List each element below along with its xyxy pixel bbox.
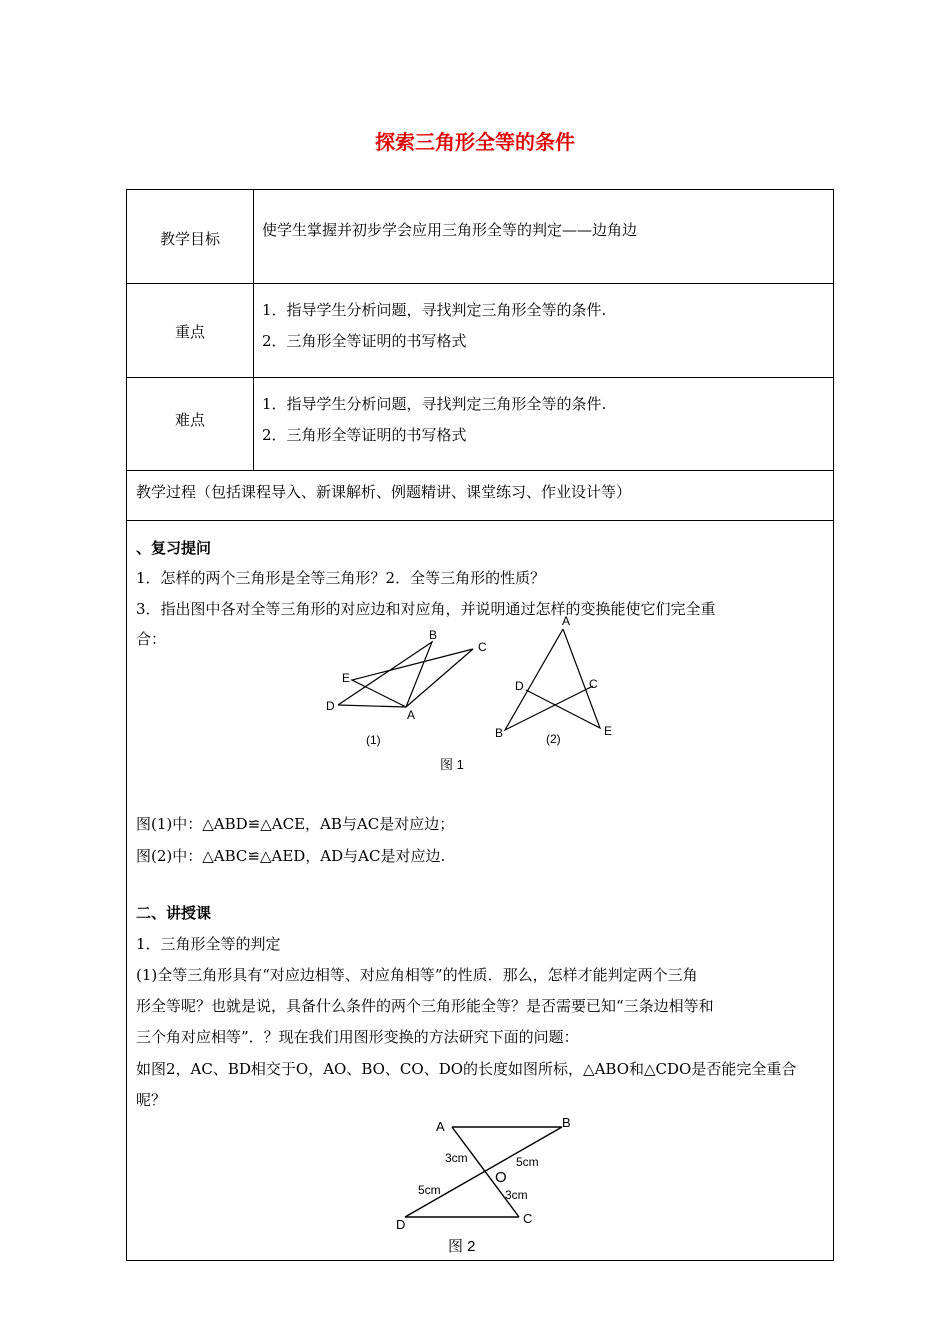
figure-1 bbox=[320, 615, 630, 780]
lecture-heading: 二、讲授课 bbox=[136, 904, 212, 922]
review-heading: 、复习提问 bbox=[136, 539, 212, 557]
review-question-1: 1．怎样的两个三角形是全等三角形？2．全等三角形的性质？ bbox=[136, 569, 546, 587]
objective-label: 教学目标 bbox=[159, 230, 220, 248]
review-question-3: 3．指出图中各对全等三角形的对应边和对应角，并说明通过怎样的变换能使它们完全重 bbox=[136, 600, 716, 618]
key-point-item: 2．三角形全等证明的书写格式 bbox=[262, 332, 467, 350]
difficulty-item: 2．三角形全等证明的书写格式 bbox=[262, 426, 467, 444]
triangle-ace bbox=[352, 649, 473, 707]
answer-2: 图(2)中：△ABC≌△AED，AD与AC是对应边. bbox=[136, 847, 446, 865]
process-header: 教学过程（包括课程导入、新课解析、例题精讲、课堂练习、作业设计等） bbox=[136, 483, 632, 501]
point-label: C bbox=[478, 640, 487, 654]
row-divider bbox=[126, 377, 834, 378]
key-point-item: 1．指导学生分析问题，寻找判定三角形全等的条件. bbox=[262, 301, 607, 319]
length-label: 5cm bbox=[516, 1155, 539, 1169]
paragraph-line: 如图2，AC、BD相交于O，AO、BO、CO、DO的长度如图所标，△ABO和△CDO是否能完全重合 bbox=[136, 1060, 797, 1078]
point-label: A bbox=[436, 1119, 445, 1134]
paragraph-line: 形全等呢？也就是说，具备什么条件的两个三角形能全等？是否需要已知“三条边相等和 bbox=[136, 997, 714, 1015]
point-label: A bbox=[407, 708, 416, 722]
segment-ac bbox=[452, 1127, 519, 1217]
point-label: B bbox=[562, 1115, 571, 1130]
point-label: B bbox=[495, 726, 504, 740]
point-label: D bbox=[396, 1217, 406, 1232]
figure-caption: 图 1 bbox=[440, 757, 464, 772]
sub-figure-caption: (1) bbox=[366, 733, 381, 747]
figure-2 bbox=[390, 1110, 580, 1260]
point-label: O bbox=[495, 1169, 507, 1186]
key-points-label: 重点 bbox=[174, 323, 205, 341]
row-divider bbox=[126, 283, 834, 284]
point-label: E bbox=[342, 671, 351, 685]
difficulty-item: 1．指导学生分析问题，寻找判定三角形全等的条件. bbox=[262, 395, 607, 413]
column-divider bbox=[253, 189, 254, 470]
lecture-subheading: 1．三角形全等的判定 bbox=[136, 935, 281, 953]
length-label: 3cm bbox=[445, 1151, 468, 1165]
row-divider bbox=[126, 520, 834, 521]
figure-caption: 图 2 bbox=[448, 1238, 476, 1255]
sub-figure-caption: (2) bbox=[546, 732, 561, 746]
segment-bd bbox=[405, 1127, 562, 1217]
point-label: D bbox=[515, 679, 524, 693]
paragraph-line: 呢？ bbox=[136, 1091, 167, 1109]
objective-text: 使学生掌握并初步学会应用三角形全等的判定——边角边 bbox=[262, 221, 638, 239]
review-question-3-cont: 合： bbox=[136, 630, 167, 648]
length-label: 3cm bbox=[505, 1188, 528, 1202]
length-label: 5cm bbox=[418, 1183, 441, 1197]
page-title: 探索三角形全等的条件 bbox=[375, 130, 575, 154]
difficulty-label: 难点 bbox=[174, 411, 205, 429]
row-divider bbox=[126, 470, 834, 471]
point-label: A bbox=[562, 615, 571, 628]
point-label: C bbox=[523, 1211, 533, 1226]
point-label: C bbox=[589, 677, 598, 691]
point-label: B bbox=[429, 628, 438, 642]
point-label: E bbox=[604, 724, 613, 738]
answer-1: 图(1)中：△ABD≌△ACE，AB与AC是对应边； bbox=[136, 815, 455, 833]
point-label: D bbox=[326, 699, 335, 713]
paragraph-line: (1)全等三角形具有“对应边相等、对应角相等”的性质．那么，怎样才能判定两个三角 bbox=[136, 966, 698, 984]
paragraph-line: 三个角对应相等”．？现在我们用图形变换的方法研究下面的问题： bbox=[136, 1028, 579, 1046]
